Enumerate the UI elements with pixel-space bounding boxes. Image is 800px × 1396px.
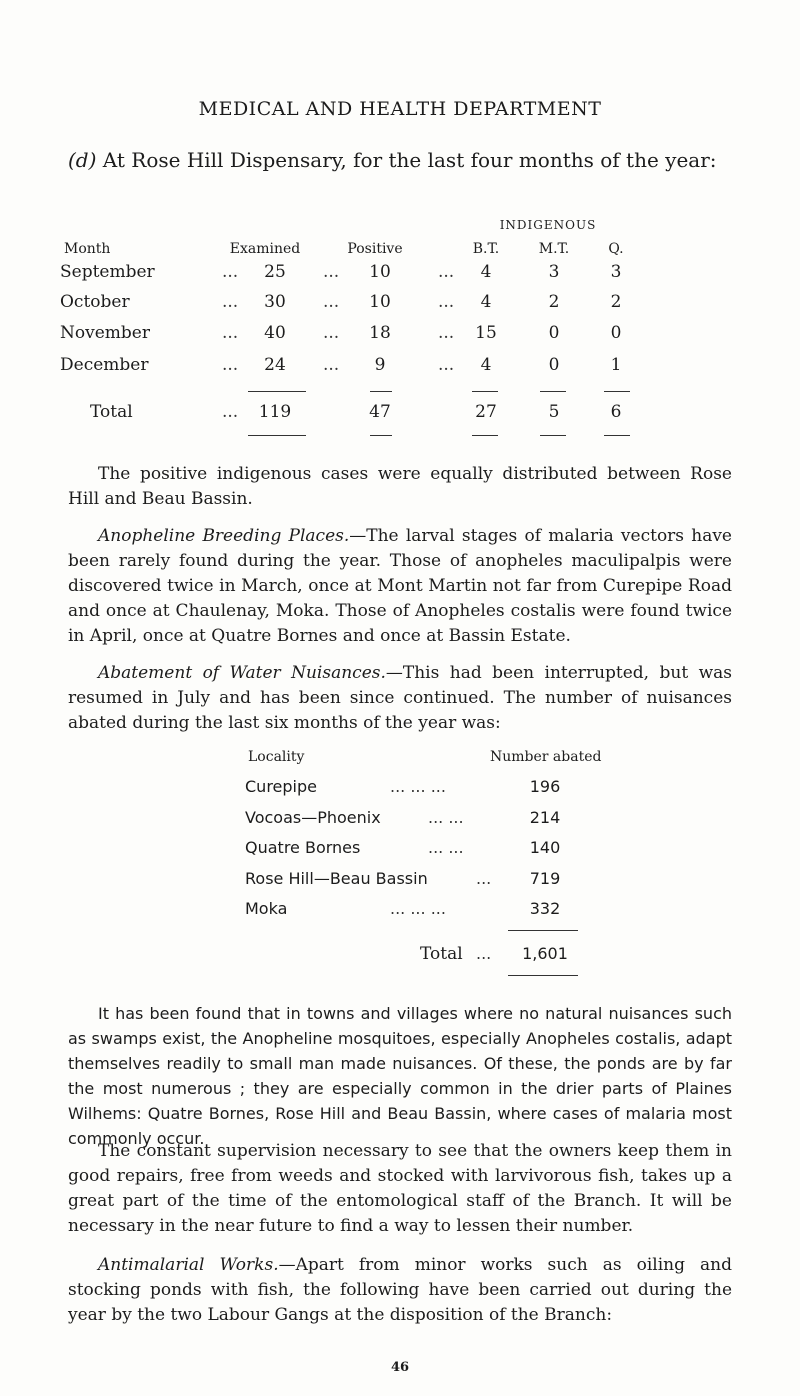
cell-locality: Vocoas—Phoenix xyxy=(245,808,381,827)
paragraph-body: —Apart from minor works such as oiling and stocking ponds with fish, the following have been carried out during the year by the two Labour Gangs at the disposition of the Branch: xyxy=(68,1255,732,1325)
col-header-bt: B.T. xyxy=(472,241,500,257)
section-title: At Rose Hill Dispensary, for the last four months of the year: xyxy=(102,148,717,172)
paragraph-anopheline-adaptation: It has been found that in towns and villages where no natural nuisances such as swamps exist, the Anopheline mosquitoes, especially Anopheles costalis, adapt themselves readily to small man made nuisances. Of these, the ponds are by far the most numerous ; they are especially common in the drier parts of Plaines Wilhems: Quatre Bornes, Rose Hill and Beau Bassin, where cases of malaria most commonly occur. xyxy=(68,1004,732,1148)
leader-dots: ... xyxy=(476,869,492,888)
paragraph-heading: Abatement of Water Nuisances. xyxy=(98,663,386,683)
cell-q: 1 xyxy=(610,355,622,375)
total-examined: 119 xyxy=(258,402,292,422)
paragraph-body: —The larval stages of malaria vectors have been rarely found during the year. Those of anopheles maculipalpis were discovered twice in March, once at Mont Martin not far from Curepipe Road and once at Chaulenay, Moka. Those of Anopheles costalis were found twice in April, once at Quatre Bornes and once at Bassin Estate. xyxy=(68,526,732,646)
cell-mt: 3 xyxy=(548,262,560,282)
cell-q: 3 xyxy=(610,262,622,282)
total-positive: 47 xyxy=(369,402,391,422)
leader-dots: ... xyxy=(476,944,492,963)
rule xyxy=(508,930,578,931)
rule xyxy=(472,435,498,436)
paragraph-body: —This had been interrupted, but was resumed in July and has been since continued. The number of nuisances abated during the last six months of the year was: xyxy=(68,663,732,733)
leader-dots: ... xyxy=(323,323,340,343)
cell-positive: 10 xyxy=(369,262,391,282)
total-mt: 5 xyxy=(548,402,560,422)
paragraph-antimalarial-works xyxy=(68,1253,732,1328)
cell-locality: Curepipe xyxy=(245,777,317,796)
rule xyxy=(370,391,392,392)
cell-positive: 10 xyxy=(369,292,391,312)
cell-bt: 15 xyxy=(475,323,497,343)
cell-locality: Rose Hill—Beau Bassin xyxy=(245,869,428,888)
cell-bt: 4 xyxy=(480,292,492,312)
cell-number: 214 xyxy=(529,808,561,827)
paragraph-breeding-places xyxy=(68,524,732,649)
total-label: Total xyxy=(420,944,463,964)
page-header: MEDICAL AND HEALTH DEPARTMENT xyxy=(198,98,602,120)
paragraph-heading: Antimalarial Works. xyxy=(98,1255,279,1275)
leader-dots: ... xyxy=(222,355,239,375)
col-header-positive: Positive xyxy=(347,241,403,257)
leader-dots: ... xyxy=(222,292,239,312)
col-header-mt: M.T. xyxy=(538,241,570,257)
rule xyxy=(604,391,630,392)
total-q: 6 xyxy=(610,402,622,422)
leader-dots: ... ... xyxy=(428,808,464,827)
rule xyxy=(604,435,630,436)
cell-number: 719 xyxy=(529,869,561,888)
rule xyxy=(248,391,306,392)
paragraph-distribution: The positive indigenous cases were equally distributed between Rose Hill and Beau Bassin. xyxy=(68,464,732,509)
leader-dots: ... xyxy=(438,355,455,375)
cell-q: 2 xyxy=(610,292,622,312)
leader-dots: ... ... ... xyxy=(390,777,446,796)
cell-examined: 40 xyxy=(264,323,286,343)
col-header-examined: Examined xyxy=(229,241,301,257)
total-bt: 27 xyxy=(475,402,497,422)
cell-q: 0 xyxy=(610,323,622,343)
rule xyxy=(472,391,498,392)
leader-dots: ... ... ... xyxy=(390,899,446,918)
total-number: 1,601 xyxy=(522,944,568,963)
rule xyxy=(540,435,566,436)
cell-number: 332 xyxy=(529,899,561,918)
cell-examined: 24 xyxy=(264,355,286,375)
col-header-number: Number abated xyxy=(490,749,602,765)
cell-positive: 9 xyxy=(374,355,386,375)
leader-dots: ... xyxy=(323,292,340,312)
dispensary-heading xyxy=(68,148,717,172)
col-header-q: Q. xyxy=(608,241,624,257)
leader-dots: ... xyxy=(438,262,455,282)
cell-mt: 0 xyxy=(548,355,560,375)
total-label: Total xyxy=(90,402,133,422)
cell-locality: Moka xyxy=(245,899,288,918)
rule xyxy=(370,435,392,436)
section-label: (d) xyxy=(68,148,97,172)
cell-mt: 2 xyxy=(548,292,560,312)
cell-month: September xyxy=(60,262,155,282)
leader-dots: ... xyxy=(323,355,340,375)
cell-examined: 30 xyxy=(264,292,286,312)
group-header-indigenous: INDIGENOUS xyxy=(499,218,597,232)
cell-month: December xyxy=(60,355,149,375)
leader-dots: ... xyxy=(323,262,340,282)
cell-mt: 0 xyxy=(548,323,560,343)
paragraph-supervision: The constant supervision necessary to see that the owners keep them in good repairs, free from weeds and stocked with larvivorous fish, takes up a great part of the time of the entomological staff of the Branch. It will be necessary in the near future to find a way to lessen their number. xyxy=(68,1141,732,1236)
cell-number: 196 xyxy=(529,777,561,796)
leader-dots: ... xyxy=(222,262,239,282)
col-header-locality: Locality xyxy=(248,749,305,765)
cell-bt: 4 xyxy=(480,262,492,282)
cell-month: October xyxy=(60,292,130,312)
cell-number: 140 xyxy=(529,838,561,857)
paragraph-heading: Anopheline Breeding Places. xyxy=(98,526,350,546)
leader-dots: ... xyxy=(222,402,239,422)
cell-month: November xyxy=(60,323,150,343)
rule xyxy=(508,975,578,976)
leader-dots: ... xyxy=(438,323,455,343)
leader-dots: ... xyxy=(438,292,455,312)
cell-examined: 25 xyxy=(264,262,286,282)
paragraph-abatement xyxy=(68,661,732,736)
leader-dots: ... xyxy=(222,323,239,343)
page-number: 46 xyxy=(390,1360,410,1375)
rule xyxy=(248,435,306,436)
cell-locality: Quatre Bornes xyxy=(245,838,361,857)
cell-bt: 4 xyxy=(480,355,492,375)
col-header-month: Month xyxy=(64,241,111,257)
rule xyxy=(540,391,566,392)
cell-positive: 18 xyxy=(369,323,391,343)
leader-dots: ... ... xyxy=(428,838,464,857)
